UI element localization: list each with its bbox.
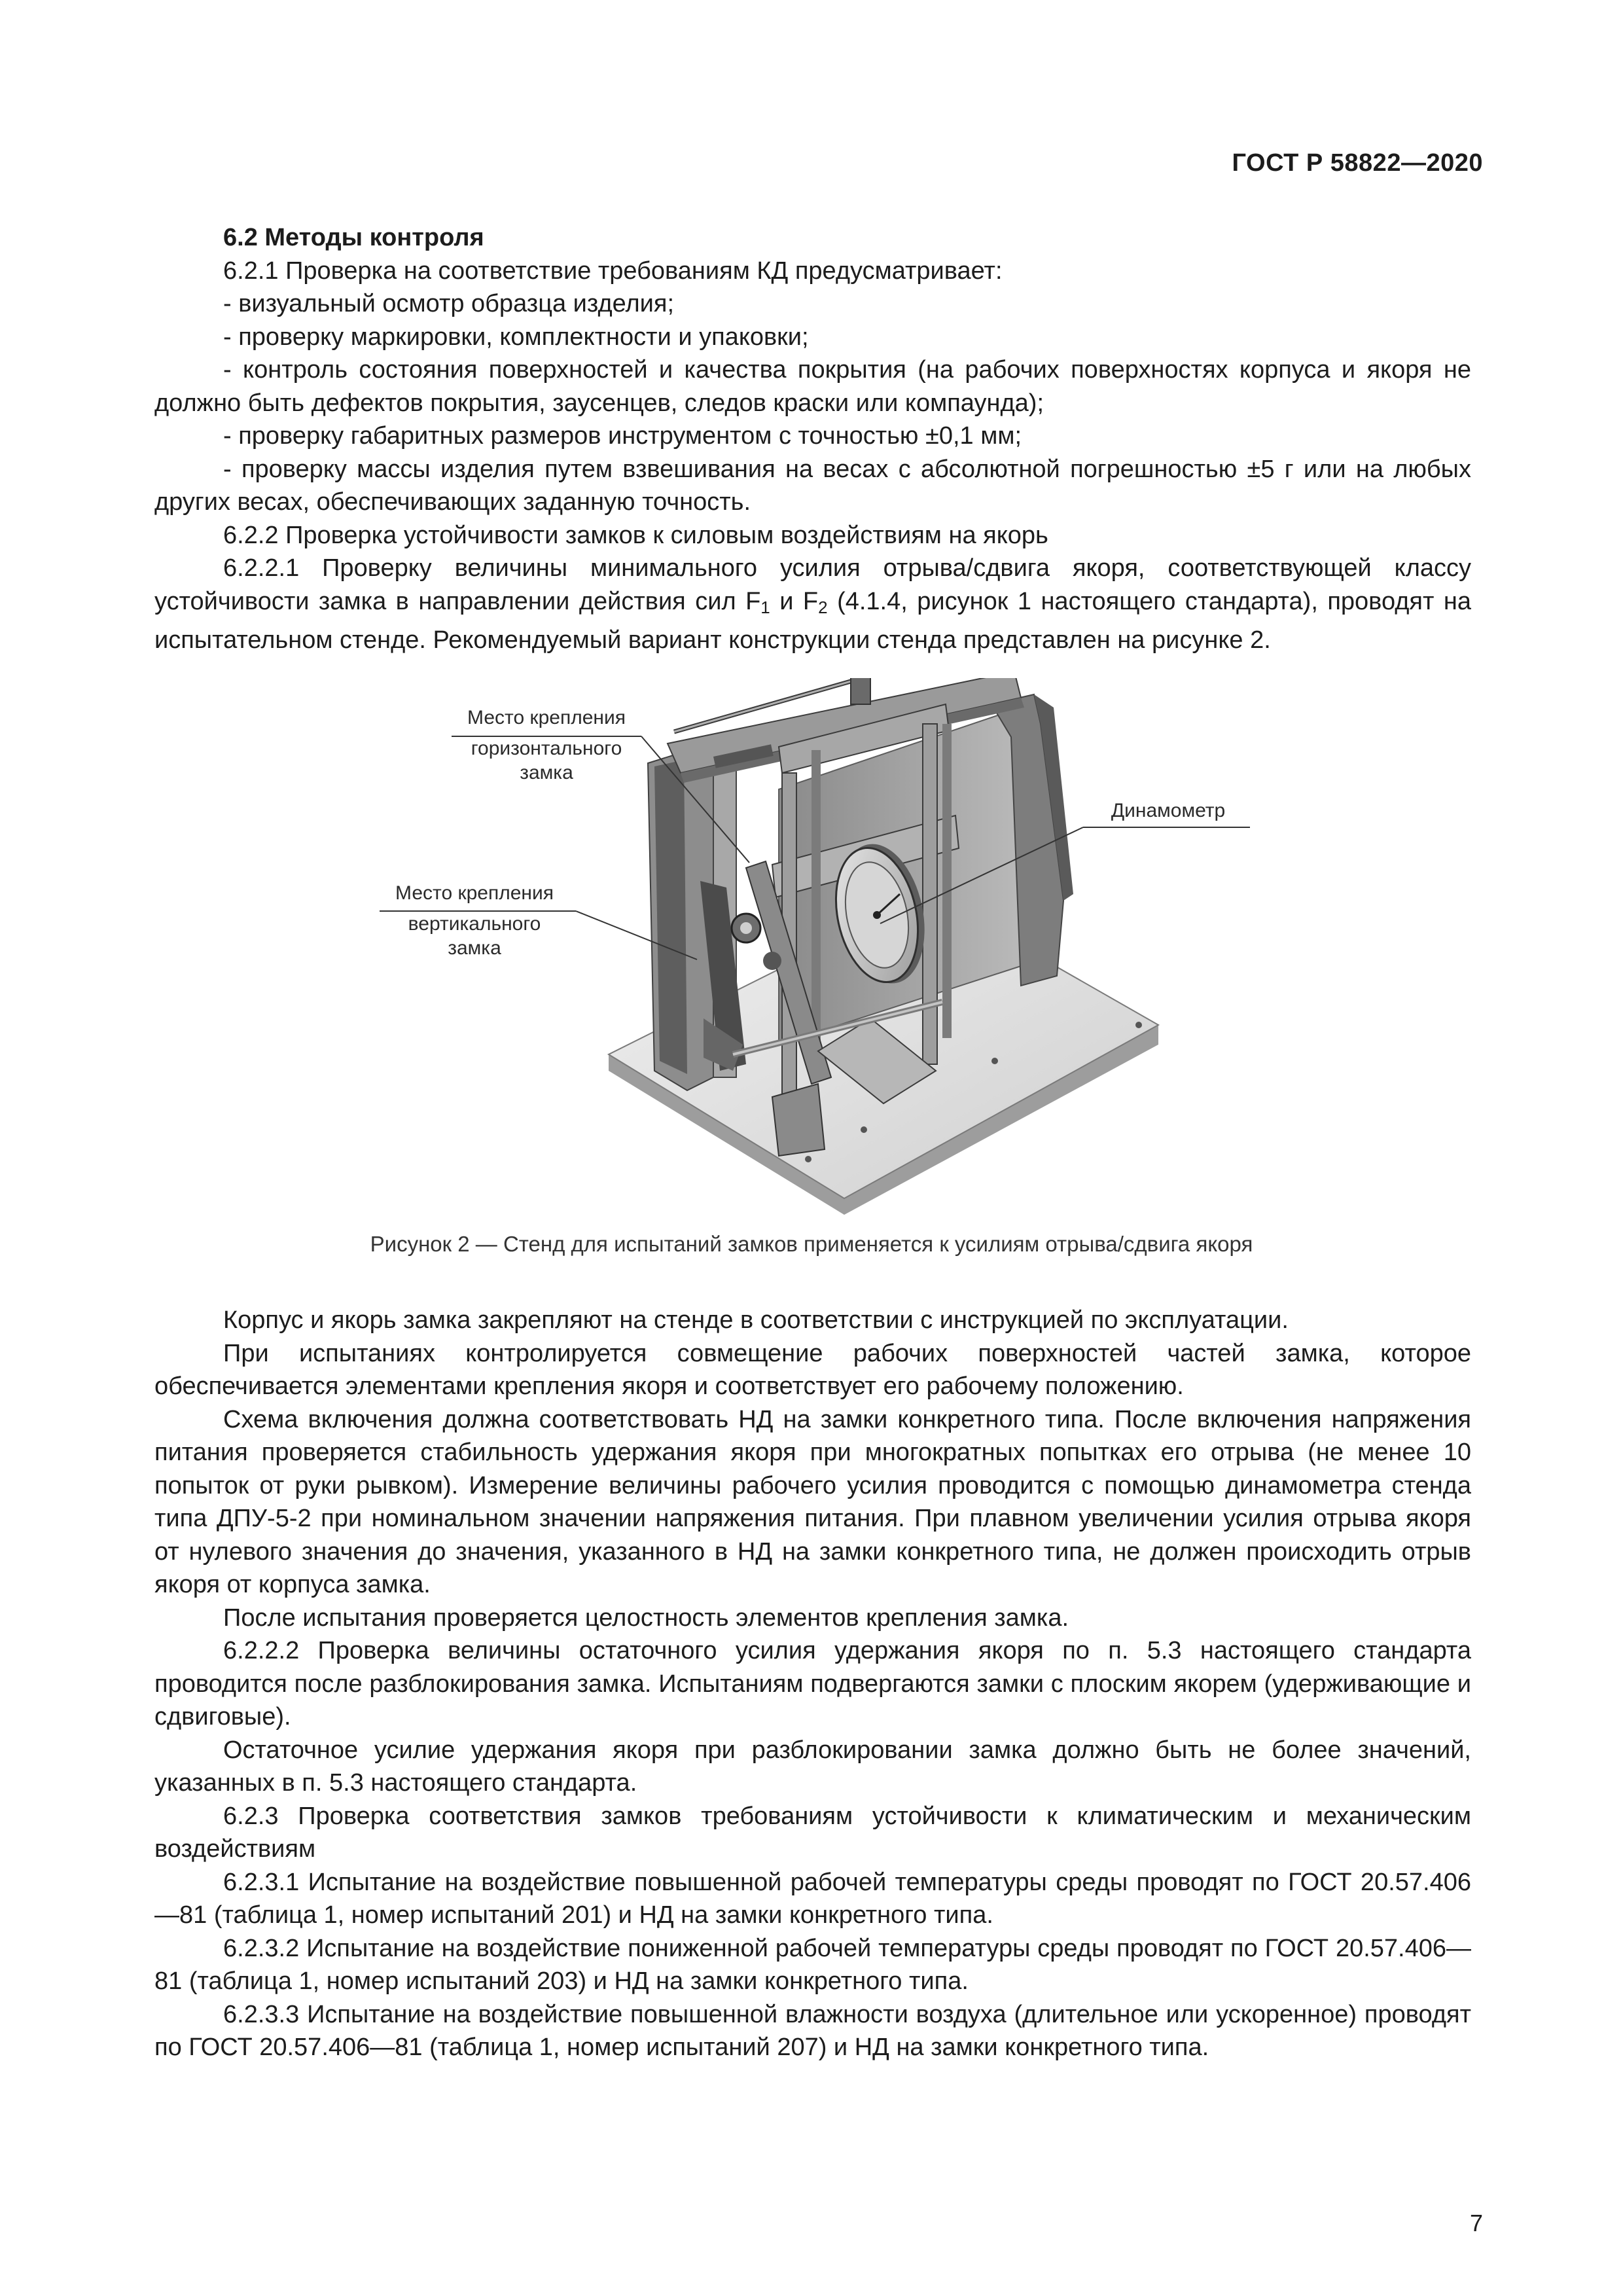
paragraph: 6.2.2.2 Проверка величины остаточного усилия удержания якоря по п. 5.3 настоящего стандарта проводится после разблокирования замка. Испытаниям подвергаются замки с плоским якорем (удерживающие и сдвиговые).: [154, 1637, 1471, 1731]
callout-line: Динамометр: [1111, 800, 1226, 821]
callout-line: вертикального: [408, 913, 541, 935]
paragraph: 6.2.1 Проверка на соответствие требованиям КД предусматривает:: [223, 257, 1003, 285]
paragraph: 6.2.2 Проверка устойчивости замков к силовым воздействиям на якорь: [223, 521, 1048, 549]
paragraph: 6.2.3.2 Испытание на воздействие пониженной рабочей температуры среды проводят по ГОСТ 20.57.406—81 (таблица 1, номер испытаний 203) и НД на замки конкретного типа.: [154, 1934, 1471, 1995]
figure-2: [0, 678, 1623, 1221]
list-item: - контроль состояния поверхностей и качества покрытия (на рабочих поверхностях корпуса и якоря не должно быть дефектов покрытия, заусенцев, следов краски или компаунда);: [154, 356, 1471, 417]
paragraph: 6.2.3 Проверка соответствия замков требованиям устойчивости к климатическим и механическим воздействиям: [154, 1802, 1471, 1863]
figure-caption: Рисунок 2 — Стенд для испытаний замков применяется к усилиям отрыва/сдвига якоря: [370, 1232, 1253, 1256]
paragraph: 6.2.3.1 Испытание на воздействие повышенной рабочей температуры среды проводят по ГОСТ 20.57.406—81 (таблица 1, номер испытаний 201) и НД на замки конкретного типа.: [154, 1868, 1471, 1929]
list-item: - визуальный осмотр образца изделия;: [223, 290, 675, 317]
subscript: 2: [818, 597, 828, 617]
callout-horizontal-lock: [438, 706, 654, 785]
document-code: ГОСТ Р 58822—2020: [1232, 149, 1483, 177]
list-item: - проверку габаритных размеров инструментом с точностью ±0,1 мм;: [223, 422, 1022, 450]
text-block-top: [154, 221, 1471, 657]
paragraph: 6.2.3.3 Испытание на воздействие повышенной влажности воздуха (длительное или ускоренное) проводят по ГОСТ 20.57.406—81 (таблица 1, номер испытаний 207) и НД на замки конкретного типа.: [154, 2000, 1471, 2061]
test-stand-illustration: [0, 678, 1623, 1221]
paragraph: Остаточное усилие удержания якоря при разблокировании замка должно быть не более значений, указанных в п. 5.3 настоящего стандарта.: [154, 1736, 1471, 1797]
paragraph: После испытания проверяется целостность элементов крепления замка.: [223, 1604, 1069, 1632]
paragraph: Схема включения должна соответствовать НД на замки конкретного типа. После включения напряжения питания проверяется стабильность удержания якоря при многократных попытках его отрыва (не менее 10 попыток от руки рывком). Измерение величины рабочего усилия проводится с помощью динамометра стенда типа ДПУ-5-2 при номинальном значении напряжения питания. При плавном увеличении усилия отрыва якоря от нулевого значения до значения, указанного в НД на замки конкретного типа, не должен происходить отрыв якоря от корпуса замка.: [154, 1405, 1471, 1598]
callout-line: Место крепления: [395, 882, 554, 904]
text-run: и F: [770, 587, 819, 615]
callout-line: Место крепления: [467, 707, 626, 728]
list-item: - проверку маркировки, комплектности и упаковки;: [223, 323, 809, 351]
section-title: 6.2 Методы контроля: [223, 224, 484, 251]
callout-line: горизонтального: [471, 738, 622, 759]
list-item: - проверку массы изделия путем взвешивания на весах с абсолютной погрешностью ±5 г или на любых других весах, обеспечивающих заданную точность.: [154, 455, 1471, 516]
callout-vertical-lock: [366, 881, 582, 960]
paragraph-6-2-2-1: [154, 552, 1471, 657]
subscript: 1: [760, 597, 770, 617]
paragraph: Корпус и якорь замка закрепляют на стенде в соответствии с инструкцией по эксплуатации.: [223, 1306, 1289, 1334]
text-run: 6.2.2.1 Проверку величины минимального усилия отрыва/сдвига якоря, соответствующей классу устойчивости замка в направлении действия сил F: [154, 554, 1471, 615]
text-run: (4.1.4, рисунок 1 настоящего стандарта), проводят на испытательном стенде. Рекомендуемый вариант конструкции стенда представлен на рисунке 2.: [154, 587, 1471, 654]
callout-line: замка: [448, 937, 501, 959]
callout-line: замка: [520, 762, 573, 783]
page-number: 7: [1469, 2210, 1483, 2236]
text-block-bottom: [154, 1304, 1471, 2064]
paragraph: При испытаниях контролируется совмещение рабочих поверхностей частей замка, которое обеспечивается элементами крепления якоря и соответствует его рабочему положению.: [154, 1339, 1471, 1400]
left-upright: [648, 747, 746, 1090]
callout-dynamometer: [1086, 798, 1250, 823]
